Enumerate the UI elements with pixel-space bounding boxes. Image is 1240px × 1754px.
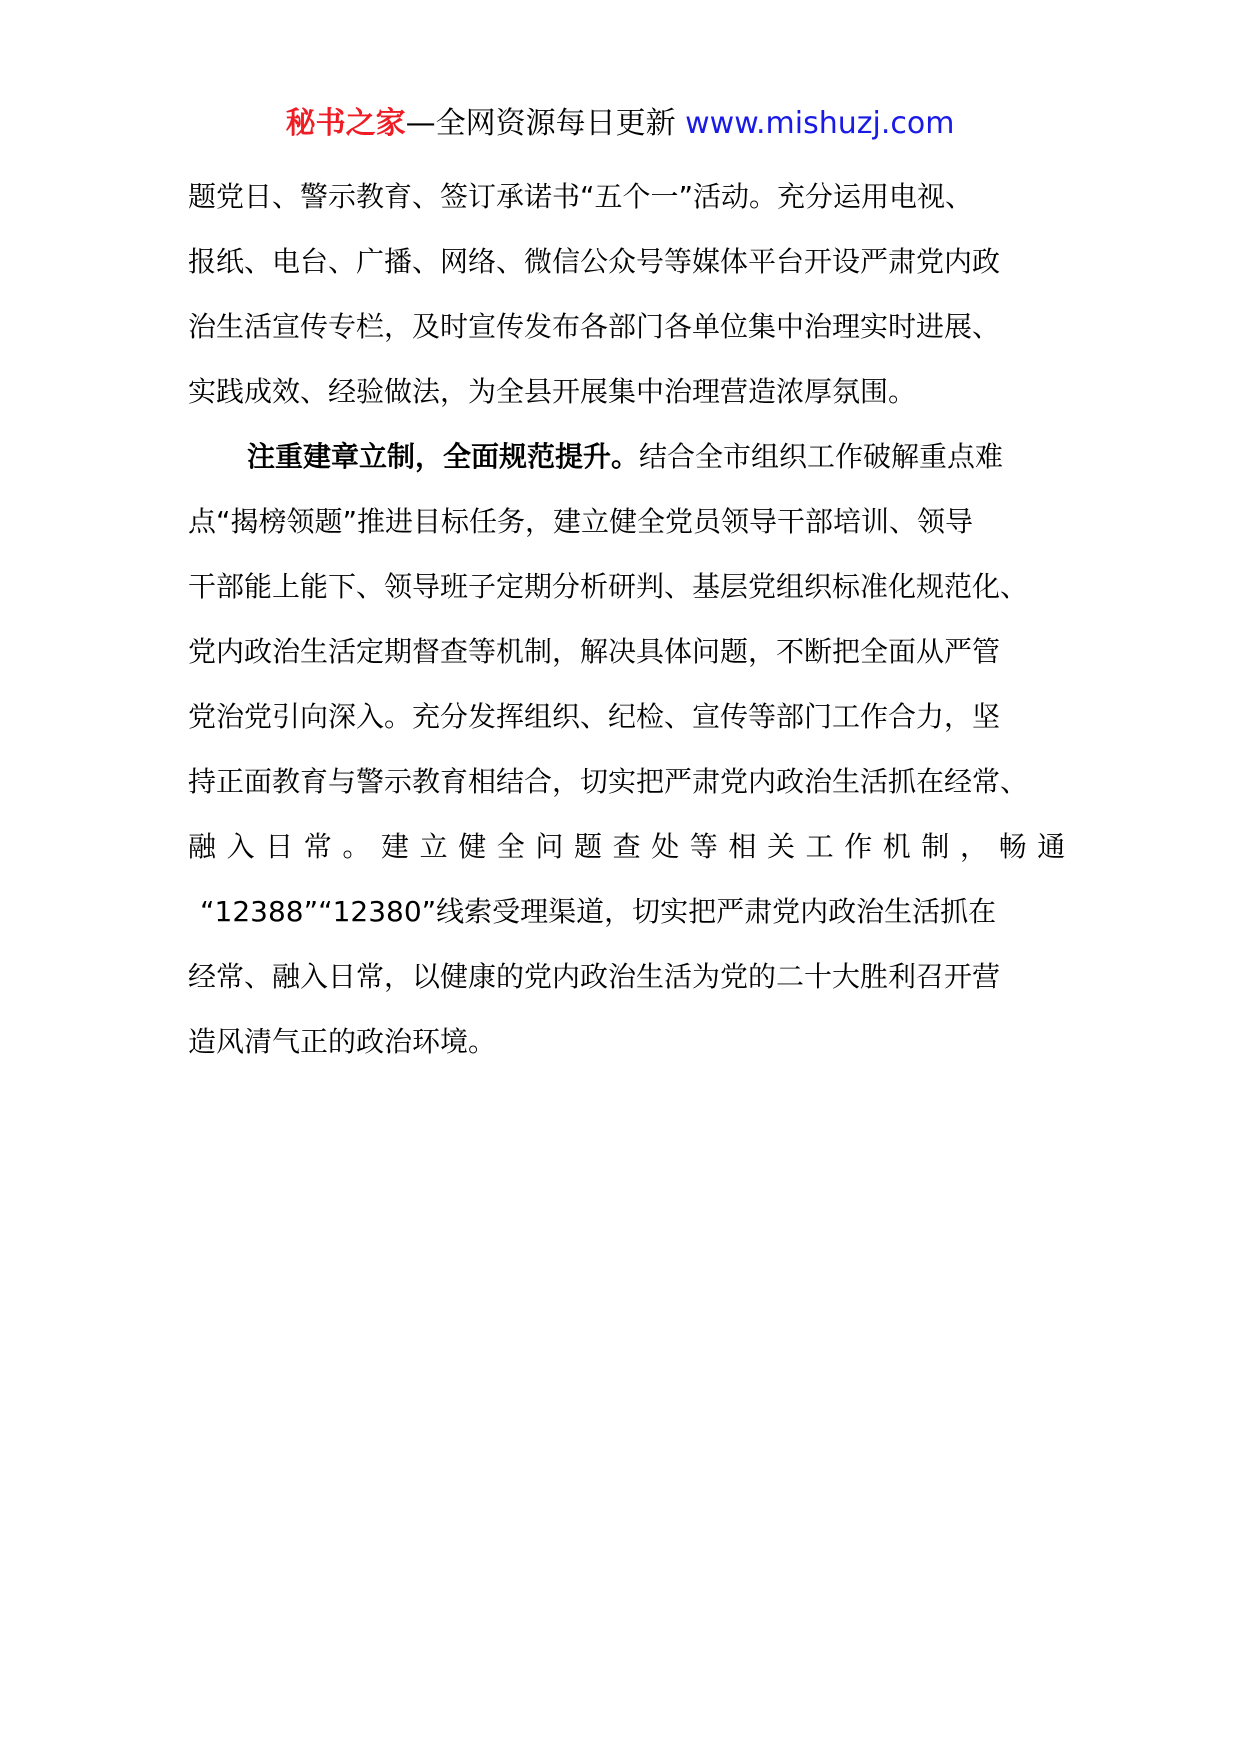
header-tagline: —全网资源每日更新 <box>405 106 686 141</box>
document-body <box>188 164 1076 1074</box>
site-header <box>0 104 1240 144</box>
text-span: 结合全市组织工作破解重点难 <box>639 440 1004 473</box>
text-line: 干部能上能下、领导班子定期分析研判、基层党组织标准化规范化、 <box>188 570 1029 603</box>
paragraph-1 <box>188 164 1064 424</box>
text-line: 点“揭榜领题”推进目标任务，建立健全党员领导干部培训、领导 <box>188 505 974 538</box>
text-line: 实践成效、经验做法，为全县开展集中治理营造浓厚氛围。 <box>188 375 917 408</box>
text-line: 报纸、电台、广播、网络、微信公众号等媒体平台开设严肃党内政 <box>188 245 1001 278</box>
paragraph-2 <box>188 424 1076 1074</box>
brand-name: 秘书之家 <box>285 106 406 141</box>
paragraph-heading: 注重建章立制，全面规范提升。 <box>247 440 640 473</box>
text-line: 题党日、警示教育、签订承诺书“五个一”活动。充分运用电视、 <box>188 180 974 213</box>
text-line: 经常、融入日常，以健康的党内政治生活为党的二十大胜利召开营 <box>188 960 1001 993</box>
text-line <box>188 424 1064 489</box>
text-line: 党治党引向深入。充分发挥组织、纪检、宣传等部门工作合力，坚 <box>188 700 1001 733</box>
text-line: 治生活宣传专栏，及时宣传发布各部门各单位集中治理实时进展、 <box>188 310 1001 343</box>
text-line: 造风清气正的政治环境。 <box>188 1025 497 1058</box>
text-line: 党内政治生活定期督查等机制，解决具体问题，不断把全面从严管 <box>188 635 1001 668</box>
text-line-justified: 融入日常。建立健全问题查处等相关工作机制，畅通 <box>188 830 1076 863</box>
text-line: 持正面教育与警示教育相结合，切实把严肃党内政治生活抓在经常、 <box>188 765 1029 798</box>
text-line: “12388”“12380”线索受理渠道，切实把严肃党内政治生活抓在 <box>200 895 997 928</box>
site-url-link[interactable]: www.mishuzj.com <box>685 106 955 141</box>
